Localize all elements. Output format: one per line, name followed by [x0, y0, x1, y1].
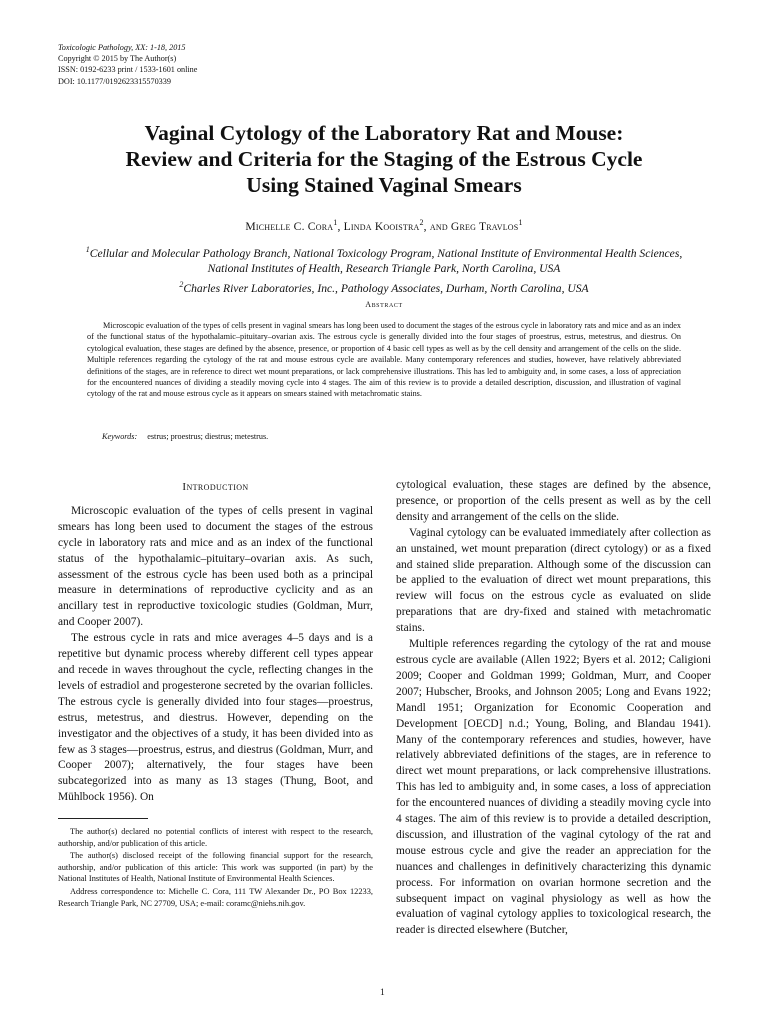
- title-line-1: Vaginal Cytology of the Laboratory Rat and Mouse:: [144, 121, 624, 145]
- author-name: Linda Kooistra: [343, 219, 420, 233]
- footnote-correspondence: Address correspondence to: Michelle C. Cora, 111 TW Alexander Dr., PO Box 12233, Research Triangle Park, NC 27709, USA; e-mail: coramc@niehs.nih.gov.: [58, 886, 373, 908]
- doi-line: DOI: 10.1177/0192623315570339: [58, 76, 171, 86]
- footnote-divider: [58, 818, 148, 819]
- author-name: Greg Travlos: [450, 219, 519, 233]
- journal-citation: Toxicologic Pathology, XX: 1-18, 2015: [58, 43, 186, 52]
- page-number: 1: [380, 988, 385, 998]
- paper-title: [60, 120, 708, 198]
- footnote-conflicts: The author(s) declared no potential conflicts of interest with respect to the research, authorship, and/or publication of this article.: [58, 827, 373, 848]
- affiliation-mark: 2: [179, 279, 184, 289]
- author-separator: , and: [423, 219, 451, 233]
- body-paragraph: Vaginal cytology can be evaluated immediately after collection as an unstained, wet mount preparation (direct cytology) or as a fixed and stained slide preparation. Although some of the discussion can be applied to the evaluation of direct wet mount preparations, this review will focus on the estrous cycle as evaluated on slide preparations that are dry-fixed and stained with metachromatic stains.: [396, 526, 711, 635]
- affiliation-text: Cellular and Molecular Pathology Branch, National Toxicology Program, National Institute of Environmental Health Sciences, National Institutes of Health, Research Triangle Park, North Carolina, USA: [89, 246, 683, 276]
- issn-line: ISSN: 0192-6233 print / 1533-1601 online: [58, 65, 198, 75]
- body-paragraph: The estrous cycle in rats and mice averages 4–5 days and is a repetitive but dynamic process whereby different cell types appear and recede in waves throughout the cycle, reflecting changes in the levels of estradiol and progesterone secreted by the ovarian follicles. The estrous cycle is generally divided into four stages—proestrus, estrus, metestrus, and diestrus. However, depending on the investigator and the objectives of a study, it has been divided into as few as 3 stages—proestrus, estrus, and diestrus (Goldman, Murr, and Cooper 2007); alternatively, the four stages have been subcategorized into as many as 13 stages (Thung, Boot, and Mühlbock 1956). On: [58, 632, 373, 804]
- author-affiliation-mark: 1: [518, 218, 523, 227]
- keywords-label: Keywords:: [102, 432, 138, 441]
- journal-metadata: [58, 42, 197, 87]
- abstract-heading: Abstract: [365, 300, 403, 309]
- body-paragraph: Multiple references regarding the cytology of the rat and mouse estrous cycle are available (Allen 1922; Byers et al. 2012; Caligioni 2009; Cooper and Goldman 1999; Goldman, Murr, and Cooper 2007; Hubscher, Brooks, and Johnson 2005; Long and Evans 1922; Mandl 1951; Organization for Economic Cooperation and Development [OECD] n.d.; Young, Boling, and Blandau 1941). Many of the contemporary references and studies, however, have relatively abbreviated definitions of the stages, are in reference to direct wet mount preparations, or lack comprehensive illustrations. This has led to ambiguity and, in some cases, a loss of appreciation for the encountered nuances of dividing a steadily moving cycle into 4 stages. The aim of this review is to provide a detailed description, discussion, and illustration of the vaginal cytology of the rat and mouse estrous cycle and give the reader an appreciation for the nuances and challenges in definitively characterizing this dynamic process. For information on ovarian hormone secretion and the subsequent impact on vaginal physiology as well as how the evaluation of vaginal cytology applies to toxicological research, the reader is directed elsewhere (Butcher,: [396, 638, 711, 937]
- author-affiliation-mark: 2: [419, 218, 424, 227]
- abstract-text: Microscopic evaluation of the types of cells present in vaginal smears has long been used to document the stages of the estrous cycle in laboratory rats and mice and as an index of the functional status of the hypothalamic–pituitary–ovarian axis. The estrous cycle is generally divided into the four stages of proestrus, estrus, metestrus, and diestrus. On cytological evaluation, these stages are defined by the absence, presence, or proportion of 4 basic cell types as well as by the cell density and arrangement of the cells on the slide. Multiple references regarding the cytology of the rat and mouse estrous cycle are available. Many contemporary references and studies, however, have relatively abbreviated definitions of the stages, are in reference to direct wet mount preparations, or lack comprehensive illustrations. This has led to ambiguity and, in some cases, a loss of appreciation for the encountered nuances of dividing a steadily moving cycle into 4 stages. The aim of this review is to provide a detailed description, discussion, and illustration of vaginal cytology of the rat and mouse estrous cycle as it appears on smears stained with metachromatic stains.: [87, 321, 681, 399]
- title-line-2: Review and Criteria for the Staging of the Estrous Cycle: [125, 147, 643, 171]
- author-name: Michelle C. Cora: [245, 219, 334, 233]
- author-affiliation-mark: 1: [333, 218, 338, 227]
- affiliation-2: [80, 277, 688, 296]
- footnote-funding: The author(s) disclosed receipt of the following financial support for the research, authorship, and/or publication of this article: This work was supported (in part) by the National Institutes of Health, National Institute of Environmental Health Sciences.: [58, 851, 373, 884]
- author-list: [60, 218, 708, 233]
- affiliations: [80, 242, 688, 296]
- affiliation-mark: 1: [85, 245, 90, 254]
- section-heading-introduction: Introduction: [182, 481, 249, 493]
- body-paragraph: cytological evaluation, these stages are defined by the absence, presence, or proportion of the cells present as well as by the cell density and arrangement of the cells on the slide.: [396, 479, 711, 523]
- copyright-line: Copyright © 2015 by The Author(s): [58, 54, 177, 64]
- keywords-list: estrus; proestrus; diestrus; metestrus.: [147, 432, 269, 441]
- keywords: [102, 432, 268, 441]
- affiliation-text: Charles River Laboratories, Inc., Pathology Associates, Durham, North Carolina, USA: [183, 281, 589, 295]
- affiliation-1: [80, 242, 688, 277]
- footnotes: [58, 826, 373, 910]
- left-column: [58, 480, 373, 806]
- body-paragraph: Microscopic evaluation of the types of cells present in vaginal smears has long been used to document the stages of the estrous cycle in laboratory rats and mice and as an index of the functional status of the hypothalamic–pituitary–ovarian axis. As such, assessment of the estrous cycle has been used both as a principal measure in determinations of reproductive cyclicity and as an ancillary test in reproductive toxicologic studies (Goldman, Murr, and Cooper 2007).: [58, 504, 373, 629]
- author-separator: ,: [337, 219, 344, 233]
- title-line-3: Using Stained Vaginal Smears: [246, 173, 522, 197]
- right-column: [396, 478, 711, 939]
